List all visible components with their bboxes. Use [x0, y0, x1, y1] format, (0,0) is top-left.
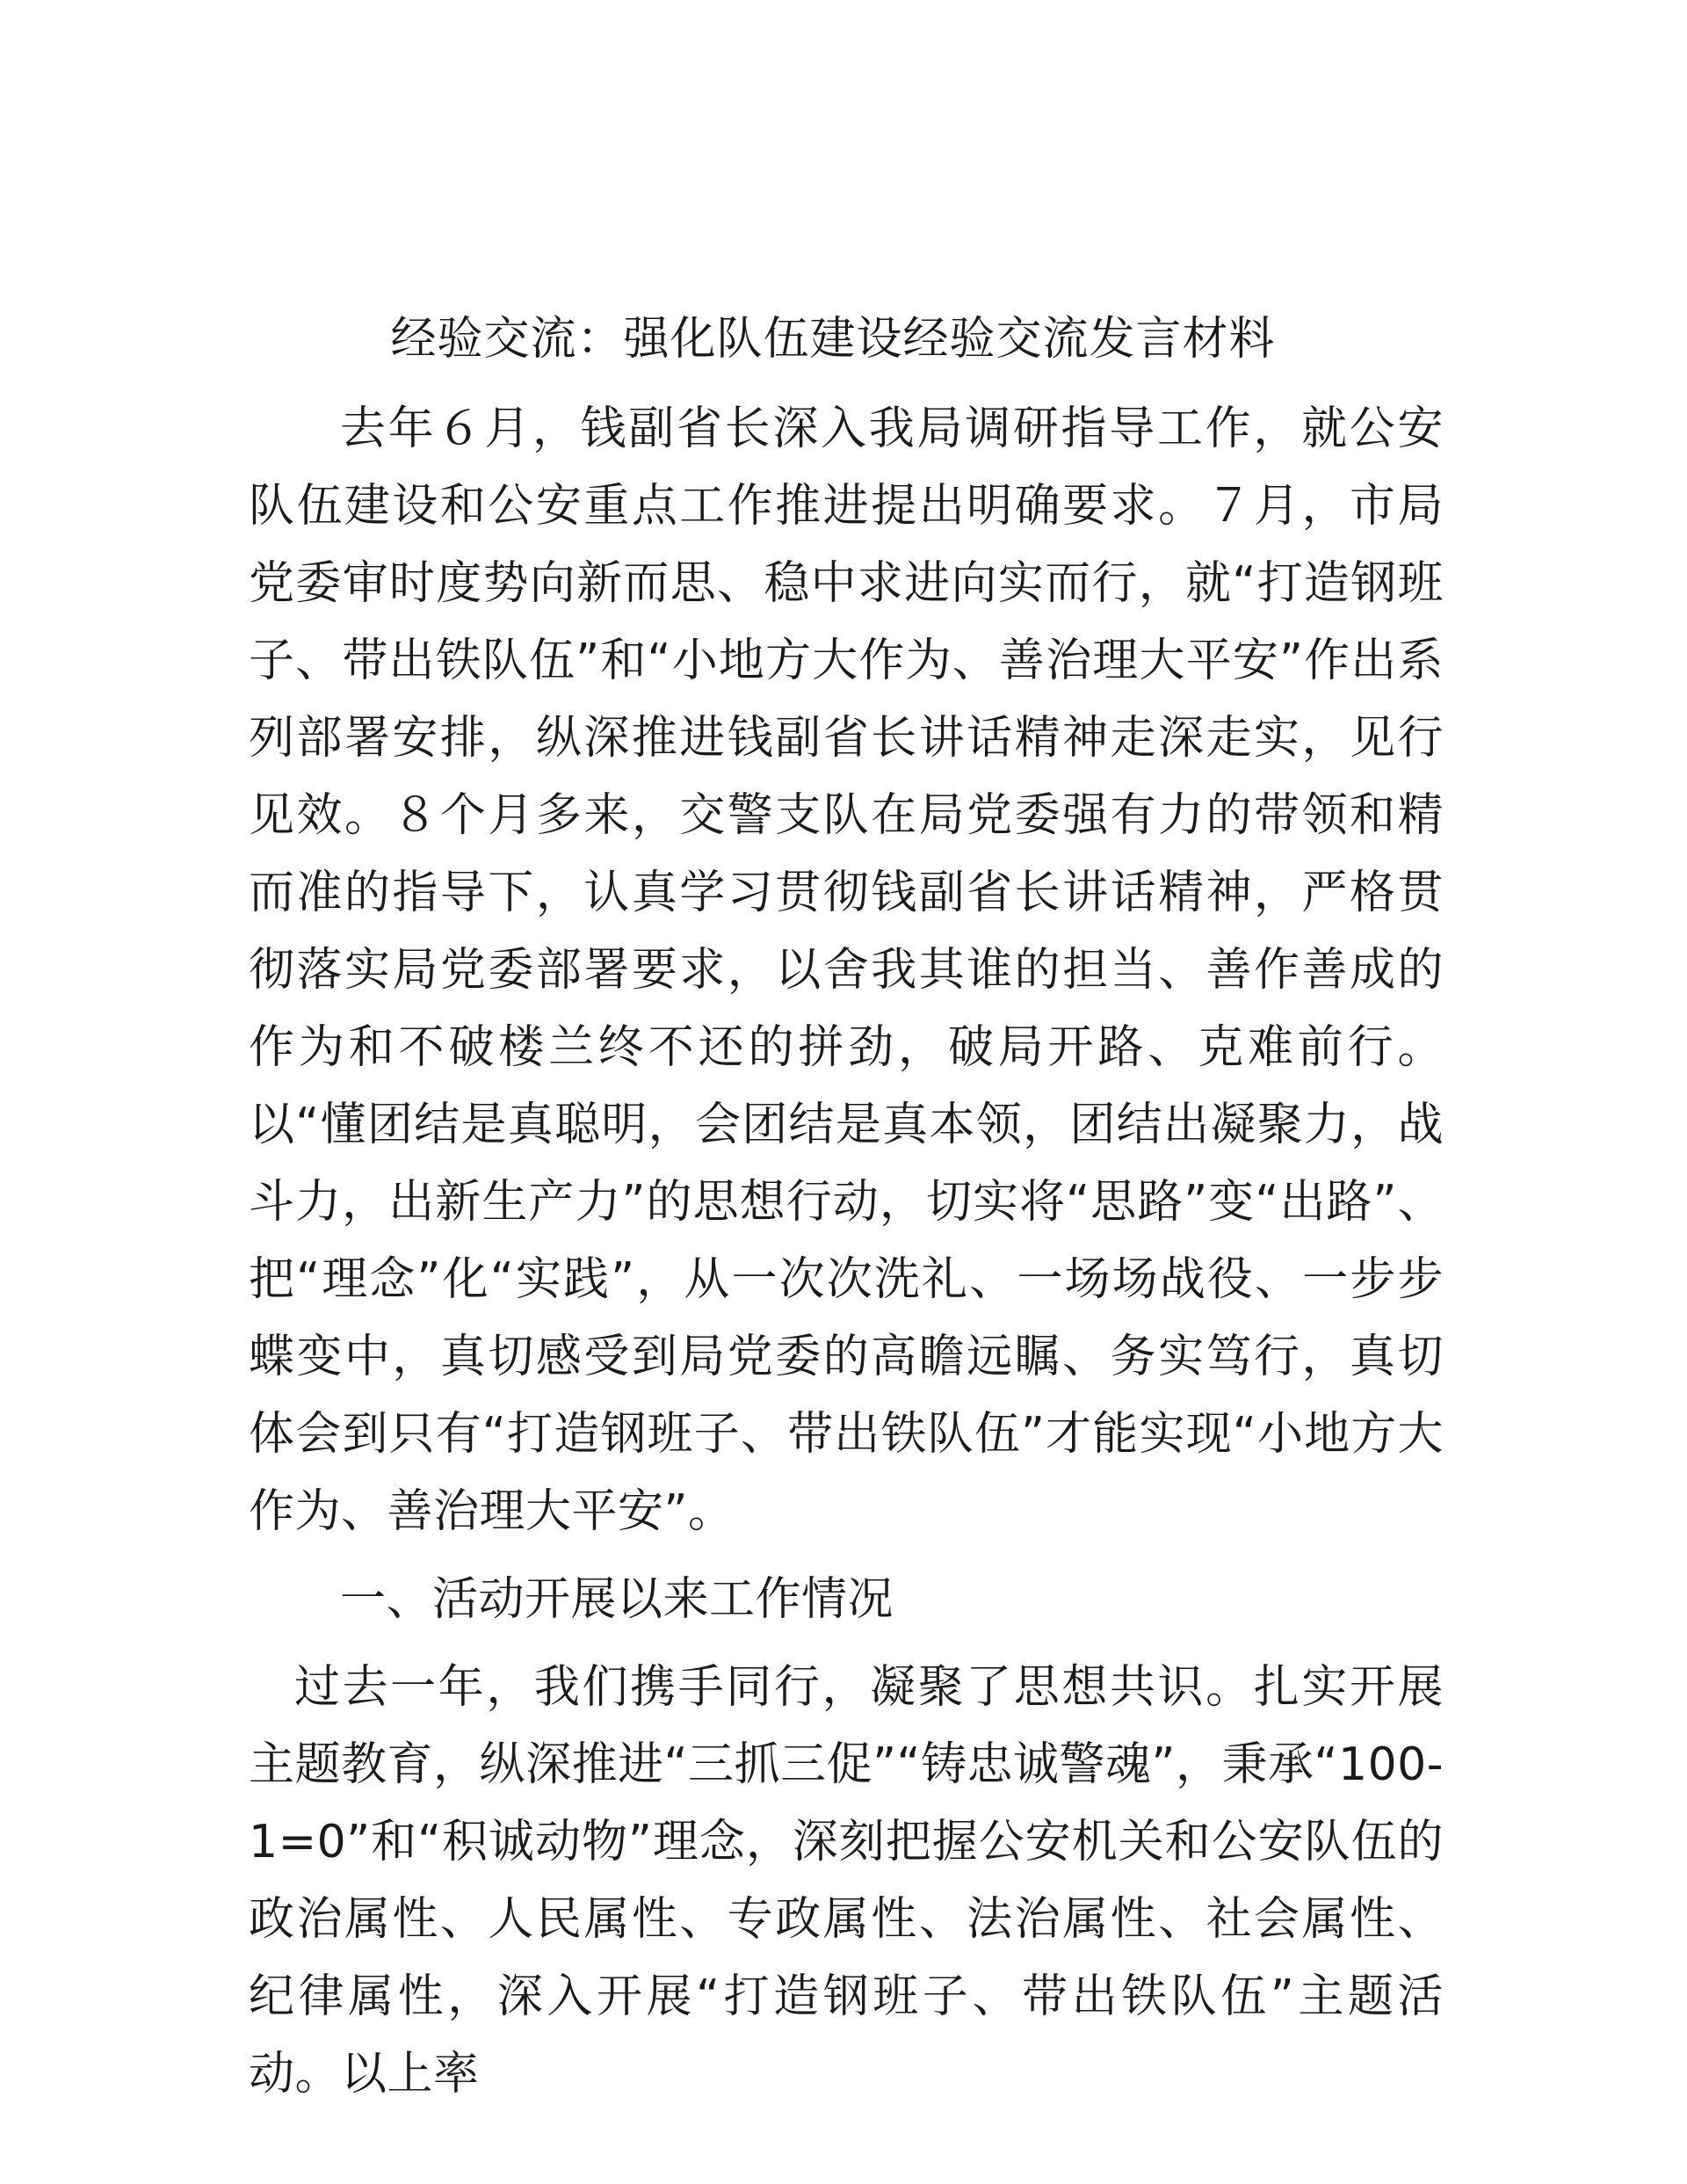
- document-title: 经验交流：强化队伍建设经验交流发言材料: [390, 313, 1276, 366]
- section-heading: 一、活动开展以来工作情况: [340, 1573, 894, 1626]
- paragraph-section-one: 过去一年，我们携手同行，凝聚了思想共识。扎实开展主题教育，纵深推进“三抓三促”“铸忠诚警魂”，秉承“100-1=0”和“积诚动物”理念，深刻把握公安机关和公安队伍的政治属性、人民属性、专政属性、法治属性、社会属性、纪律属性，深入开展“打造钢班子、带出铁队伍”主题活动。以上率: [249, 1661, 1444, 2101]
- paragraph-intro: 去年６月，钱副省长深入我局调研指导工作，就公安队伍建设和公安重点工作推进提出明确要求。７月，市局党委审时度势向新而思、稳中求进向实而行，就“打造钢班子、带出铁队伍”和“小地方大作为、善治理大平安”作出系列部署安排，纵深推进钱副省长讲话精神走深走实，见行见效。８个月多来，交警支队在局党委强有力的带领和精而准的指导下，认真学习贯彻钱副省长讲话精神，严格贯彻落实局党委部署要求，以舍我其谁的担当、善作善成的作为和不破楼兰终不还的拼劲，破局开路、克难前行。以“懂团结是真聪明，会团结是真本领，团结出凝聚力，战斗力，出新生产力”的思想行动，切实将“思路”变“出路”、把“理念”化“实践”，从一次次洗礼、一场场战役、一步步蝶变中，真切感受到局党委的高瞻远瞩、务实笃行，真切体会到只有“打造钢班子、带出铁队伍”才能实现“小地方大作为、善治理大平安”。: [249, 403, 1444, 1538]
- document-body: [249, 308, 1444, 2113]
